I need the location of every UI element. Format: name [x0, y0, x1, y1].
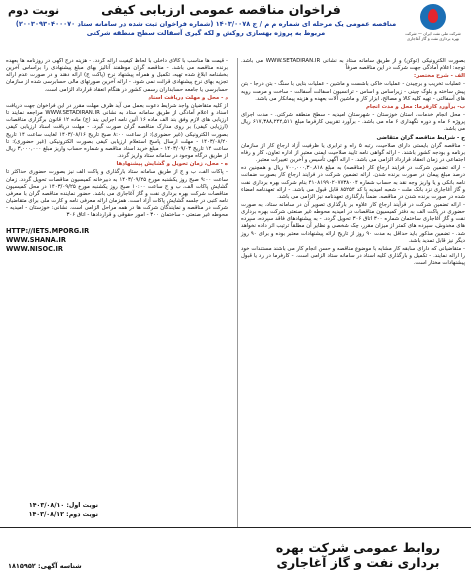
publication-round: نوبت دوم: [8, 4, 60, 17]
guarantee-delivery-text: - ارائه تضمین شرکت در فرآیند ارجاع کار علاوه بر بارگذاری تصویر آن در سامانه ستاد، به صورت حضوری در پاکت الف به دفتر کمیسیون مناقصات در امیدیه محوطه غیر صنعتی شرکت بهره برداری نفت و گاز آغاجاری ساختمان شماره ۳۰۰ اتاق ۳۰۶ تحویل گردد. - به پیشنهادهای فاقد سپرده، سپرده های مخدوش، سپرده های کمتر از میزان مقرر، چک شخصی و نظایر آن مطلقاً ترتیب اثر داده نخواهد شد. - تضمین مذکور باید حداقل به مدت ۹۰ روز از تاریخ ارائه پیشنهادات معتبر بوده و برای ۹۰ روز دیگر نیز قابل تمدید باشد.: [241, 201, 465, 244]
flame-logo-icon: [420, 4, 446, 30]
guarantee-text: - ارائه تضمین شرکت در فرایند ارجاع کار (مناقصه) به مبلغ ۷۰۰,۰۰۰,۳۰,۸۱۸ ریال و همچنین ده درصد مبلغ پیمان در صورت برنده شدن. ارائه تضمین شرکت در فرایند ارجاع کار بصورت ضمانت نامه بانکی و یا واریز وجه نقد به حساب شماره ۴۱۰۸۱۹۹۰۲۰۷۷۳۸۰۰۴ بنام شرکت بهره برداری نفت و گاز آغاجاری نزد بانک ملت - شعبه امیدیه با کد ۸۵۲۵۴ قابل قبول می باشد. - ارائه تعهدنامه امضاء شده در صورت برنده شدن در مناقصه. ضمناً بارگذاری تعهدنامه نیز الزامی می باشد.: [241, 165, 465, 200]
website-link-iets[interactable]: HTTP://IETS.MPORG.IR: [6, 227, 90, 236]
right-column: [237, 58, 465, 528]
notice-footer: [0, 527, 471, 576]
second-round-date: نوبت دوم: ۱۴۰۳/۰۸/۱۲: [28, 511, 98, 518]
left-column: [6, 58, 232, 528]
website-links: [6, 227, 228, 254]
publication-dates: [8, 501, 98, 519]
left-top-text: - قیمت ها مناسب با کالای داخلی با لحاظ کیفیت ارائه گردد. - هزینه درج آگهی در روزنامه ها بعهده برنده مناقصه می باشد. - مناقصه گران موظفند آنالیز بهای مبلغ پیشنهادی را براساس آخرین بخشنامه ابلاغ شده تهیه، تکمیل و همراه پیشنهاد نرخ (پاکت ج) ارائه دهند و در صورت عدم ارائه تجزیه بهای نرخ پیشنهادی قرائت نمی شود. - ارائه آخرین صورتهای مالی حسابرسی شده از سازمان حسابرسی یا جامعه حسابداران رسمی کشور در هنگام انعقاد قرارداد الزامی است.: [6, 58, 228, 93]
section-a-body: - عملیات تخریب و برچیدن - عملیات خاکی باشست و ماشین - عملیات بنایی با سنگ - بتن درجا - بتن پیش ساخته و بلوک چینی - زیراساس و اساس - ترانسیون اسفالت آسفالت - ساخت و مرمت رویه های آسفالتی - تهیه کلیه کالا و مصالح، ابزار کار و ماشین آلات بعهده و هزینه پیمانکار می باشد.: [241, 81, 465, 102]
section-h-body: - پاکات الف، ب و ج از طریق سامانه ستاد بارگذاری و پاکت الف نیز بصورت حضوری حداکثر تا ساعت ۹:۰۰ صبح روز یکشنبه مورخ ۱۴۰۳/۰۹/۲۵ به دبیرخانه کمیسیون مناقصات تحویل گردد. زمان گشایش پاکات الف، ب و ج ساعت ۱۰:۰۰ صبح روز یکشنبه مورخ ۱۴۰۳/۰۹/۲۵ در محل کمیسیون مناقصات شرکت بهره برداری نفت و گاز آغاجاری می باشد. حضور نماینده مناقصه گران با معرفی نامه کتبی در جلسه گشایش پاکات آزاد است. همزمان ارائه معرفی نامه و کارت ملی برای متقاضیان شرکت در مناقصه و نمایندگان شرکت ها در همه مراحل الزامی است. نشانی: خوزستان - امیدیه - محوطه غیر صنعتی - ساختمان ۳۰۰ - امور حقوقی و قراردادها - اتاق ۳۰۶: [6, 169, 228, 219]
website-link-shana[interactable]: WWW.SHANA.IR: [6, 236, 66, 245]
nioc-logo: [403, 4, 463, 54]
section-d-title: د - محل و مهلت دریافت اسناد: [148, 94, 228, 101]
section-b-body: - محل انجام خدمات، استان خوزستان - شهرستان امیدیه - سطح منطقه شرکتی. - مدت اجرای پروژه ۶ ماه و دوره نگهداری ۶ ماه می باشد. - برآورد تقریبی کارفرما مبلغ ۶۱۷,۳۸۸,۲۴۲,۵۱۱ ریال می باشد.: [241, 112, 465, 133]
website-link-nisoc[interactable]: WWW.NISOC.IR: [6, 245, 63, 254]
section-c-body: - مناقصه گران بایستی دارای صلاحیت، رتبه ۵ راه و ترابری یا ظرفیت آزاد ارجاع کار از سازمان برنامه و بودجه کشور باشند. - ارائه گواهی نامه تایید صلاحیت ایمنی معتبر از اداره تعاون، کار و رفاه اجتماعی در زمان انعقاد قرارداد الزامی می باشد. - ارائه آگهی تأسیس و آخرین تغییرات معتبر.: [241, 142, 465, 164]
first-round-date: نوبت اول: ۱۴۰۳/۰۸/۱۰: [28, 502, 98, 509]
notice-title: فراخوان مناقصه عمومی ارزیابی کیفی: [101, 2, 341, 17]
section-h-title: ه - محل، زمان تحویل و گشایش پیشنهادها: [116, 161, 228, 168]
notice-header: [0, 0, 471, 58]
column-divider: [237, 58, 238, 528]
ad-id: شناسه آگهی: ۱۸۱۵۹۵۲: [8, 562, 82, 570]
intro-text: بصورت الکترونیکی (توکن) و از طریق سامانه ستاد به نشانی WWW.SETADIRAN.IR می باشد. توجه: اعلام آمادگی جهت شرکت در این مناقصه صرفاً: [241, 58, 465, 72]
tender-subtitle: مناقصه عمومی یک مرحله ای شماره م م / ج ۱۴۰۳/۰۰۷۸ (شماره فراخوان ثبت شده در سامانه ستاد ۲۰۰۳۰۹۳۰۴۰۰۰۷۰) مربوط به پروژه بهسازی روکش و لکه گیری آسفالت سطح منطقه شرکتی: [15, 20, 397, 37]
section-b-title: ب- برآورد کارفرما: محل و مدت انجام: [365, 103, 465, 110]
general-conditions-text: - متقاضیانی که دارای سابقه کار مشابه با موضوع مناقصه و حسن انجام کار می باشند مستندات خود را ارائه نمایند. - تکمیل و بارگذاری کلیه اسناد در سامانه ستاد الزامی است. - کارفرما در رد یا قبول پیشنهادات مختار است.: [241, 245, 465, 267]
section-c-title: ج - شرایط مناقصه گران متقاضی: [376, 134, 465, 141]
footer-company-name: روابط عمومی شرکت بهره برداری نفت و گاز آغاجاری: [275, 540, 441, 570]
section-a-title: الف - شرح مختصر:: [414, 73, 465, 80]
logo-caption: شرکت ملی نفت ایران — شرکت بهره برداری نفت و گاز آغاجاری: [405, 31, 461, 41]
section-d-body: از کلیه متقاضیان واجد شرایط دعوت بعمل می آید ظرف مهلت مقرر در این فراخوان جهت دریافت اسناد و اعلام آمادگی از طریق سامانه ستاد به نشانی WWW.SETADIRAN.IR مراجعه نمایند تا ارزیابی های لازم وفق بند الف ماده ۱۶ آئین نامه اجرایی بند (ج) ماده ۱۲ قانون برگزاری مناقصات (ارزیابی کیفی) بر روی مدارک مناقصه گران صورت گیرد. - مهلت دریافت اسناد ارزیابی کیفی بصورت الکترونیکی (غیر حضوری): از ساعت ۸:۰۰ صبح تاریخ ۱۴۰۳/۰۸/۱۶ لغایت ساعت ۱۴ تاریخ ۱۴۰۳/۰۸/۲۰ - مهلت ارسال پاسخ استعلام ارزیابی کیفی بصورت الکترونیکی (غیر حضوری): تا ساعت ۱۴ تاریخ ۱۴۰۳/۰۹/۰۳ - مبلغ خرید اسناد مناقصه و شماره حساب واریز مبلغ ۳,۰۰۰,۰۰۰ ریال از طریق درگاه موجود در سامانه ستاد واریز گردد.: [6, 102, 228, 160]
